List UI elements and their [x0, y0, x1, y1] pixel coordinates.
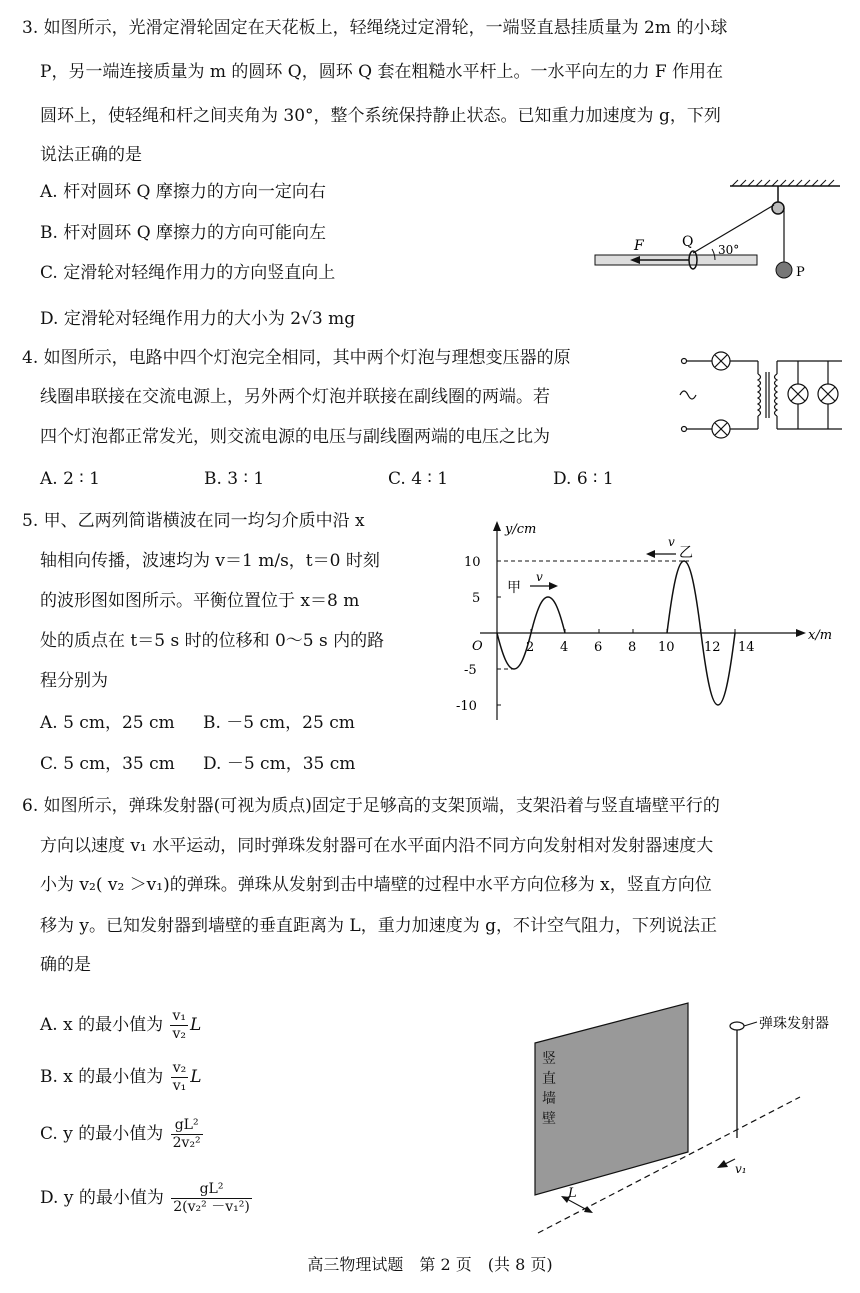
q4-option-a: A. 2 ∶ 1 — [40, 469, 100, 489]
q3-option-a: A. 杆对圆环 Q 摩擦力的方向一定向右 — [40, 182, 326, 202]
x-tick-10: 10 — [658, 640, 675, 655]
fraction — [171, 1117, 203, 1152]
bulb-icon — [712, 420, 730, 438]
launcher-label: 弹珠发射器 — [759, 1016, 829, 1032]
fraction-numerator: v₁ — [172, 1008, 187, 1024]
x-tick-4: 4 — [560, 640, 569, 655]
x-tick-14: 14 — [738, 640, 755, 655]
q6-option-d — [40, 1181, 254, 1216]
wave-jia-label: 甲 — [507, 580, 521, 596]
ac-source-icon — [680, 391, 696, 399]
q6-launcher-figure — [525, 995, 855, 1240]
bulb-icon — [818, 384, 838, 404]
distance-label: L — [568, 1186, 577, 1201]
q4-line-3: 四个灯泡都正常发光，则交流电源的电压与副线圈两端的电压之比为 — [40, 427, 550, 447]
q5-line-3: 的波形图如图所示。平衡位置位于 x＝8 m — [40, 591, 360, 611]
ball-label: P — [796, 265, 805, 280]
pulley-icon — [772, 202, 784, 214]
wall-label-char-4: 壁 — [542, 1111, 556, 1127]
q3-line-3: 圆环上，使轻绳和杆之间夹角为 30°，整个系统保持静止状态。已知重力加速度为 g，下列 — [40, 106, 721, 126]
q6-line-4: 移为 y。已知发射器到墙壁的垂直距离为 L，重力加速度为 g，不计空气阻力，下列说法正 — [40, 916, 717, 936]
x-axis-label: x/m — [808, 628, 833, 643]
launcher-icon — [730, 1022, 744, 1030]
y-tick-10: 10 — [464, 555, 481, 570]
q6-line-1: 6. 如图所示，弹珠发射器(可视为质点)固定于足够高的支架顶端，支架沿着与竖直墙壁平行的 — [22, 796, 720, 816]
q4-option-c: C. 4 ∶ 1 — [388, 469, 449, 489]
fraction-denominator: v₁ — [172, 1078, 187, 1094]
x-tick-2: 2 — [526, 640, 535, 655]
wall-label-char-2: 直 — [542, 1071, 556, 1087]
angle-label: 30° — [718, 243, 740, 257]
y-tick-neg10: -10 — [456, 699, 477, 714]
launcher-velocity-label: v₁ — [735, 1162, 747, 1176]
q6-option-c-prefix: C. y 的最小值为 — [40, 1124, 164, 1144]
q6-option-b — [40, 1060, 202, 1095]
fraction-denominator: 2(v₂² －v₁²) — [173, 1199, 250, 1215]
fraction-denominator: v₂ — [172, 1026, 187, 1042]
q6-option-b-prefix: B. x 的最小值为 — [40, 1067, 164, 1087]
q4-circuit-figure — [670, 342, 850, 454]
q5-wave-graph — [450, 515, 833, 725]
ring-label: Q — [682, 234, 694, 250]
q5-option-a: A. 5 cm，25 cm — [40, 713, 175, 733]
q4-option-b: B. 3 ∶ 1 — [204, 469, 265, 489]
wall-label-char-3: 墙 — [542, 1091, 556, 1107]
y-axis-label: y/cm — [505, 522, 537, 537]
fraction — [170, 1008, 188, 1043]
q3-option-c: C. 定滑轮对轻绳作用力的方向竖直向上 — [40, 263, 336, 283]
q6-option-b-suffix: L — [190, 1067, 202, 1087]
q4-option-d: D. 6 ∶ 1 — [553, 469, 614, 489]
jia-velocity-label: v — [536, 570, 543, 584]
wave-yi-label: 乙 — [679, 545, 693, 561]
q6-option-a-suffix: L — [190, 1015, 202, 1035]
q6-option-d-prefix: D. y 的最小值为 — [40, 1188, 164, 1208]
x-tick-6: 6 — [594, 640, 603, 655]
y-tick-neg5: -5 — [464, 663, 477, 678]
q3-option-b: B. 杆对圆环 Q 摩擦力的方向可能向左 — [40, 223, 327, 243]
bulb-icon — [712, 352, 730, 370]
page-footer: 高三物理试题 第 2 页 (共 8 页) — [307, 1255, 553, 1274]
q5-line-5: 程分别为 — [40, 671, 108, 691]
q6-line-5: 确的是 — [40, 955, 91, 975]
q4-line-1: 4. 如图所示，电路中四个灯泡完全相同，其中两个灯泡与理想变压器的原 — [22, 348, 571, 368]
q5-option-d: D. －5 cm，35 cm — [203, 754, 356, 774]
q6-line-3: 小为 v₂( v₂ ＞v₁)的弹珠。弹珠从发射到击中墙壁的过程中水平方向位移为 x，竖直方向位 — [40, 875, 712, 895]
ball-p-icon — [776, 262, 792, 278]
q3-line-2: P，另一端连接质量为 m 的圆环 Q，圆环 Q 套在粗糙水平杆上。一水平向左的力 F 作用在 — [40, 62, 724, 82]
fraction-numerator: gL² — [171, 1117, 203, 1135]
y-tick-5: 5 — [472, 591, 481, 606]
q6-option-a — [40, 1008, 201, 1043]
q3-line-4: 说法正确的是 — [40, 145, 142, 165]
x-tick-12: 12 — [704, 640, 721, 655]
q3-option-d: D. 定滑轮对轻绳作用力的大小为 2√3 mg — [40, 309, 356, 329]
yi-velocity-label: v — [668, 535, 675, 549]
x-tick-8: 8 — [628, 640, 637, 655]
wall-label-char-1: 竖 — [542, 1051, 556, 1067]
q4-line-2: 线圈串联接在交流电源上，另外两个灯泡并联接在副线圈的两端。若 — [40, 387, 550, 407]
q5-line-2: 轴相向传播，波速均为 v＝1 m/s，t＝0 时刻 — [40, 551, 380, 571]
origin-label: O — [472, 639, 483, 654]
fraction-numerator: gL² — [171, 1181, 252, 1199]
q6-line-2: 方向以速度 v₁ 水平运动，同时弹珠发射器可在水平面内沿不同方向发射相对发射器速度大 — [40, 836, 714, 856]
x-tick-labels — [526, 640, 755, 655]
q6-option-a-prefix: A. x 的最小值为 — [40, 1015, 164, 1035]
vertical-wall — [535, 1003, 688, 1195]
bulb-icon — [788, 384, 808, 404]
q3-pulley-figure — [590, 178, 845, 288]
q5-line-4: 处的质点在 t＝5 s 时的位移和 0～5 s 内的路 — [40, 631, 385, 651]
fraction — [171, 1181, 252, 1216]
force-label: F — [634, 238, 644, 254]
q6-option-c — [40, 1117, 205, 1152]
fraction — [171, 1060, 189, 1095]
fraction-numerator: v₂ — [172, 1060, 187, 1076]
q3-line-1: 3. 如图所示，光滑定滑轮固定在天花板上，轻绳绕过定滑轮，一端竖直悬挂质量为 2m 的小球 — [22, 18, 728, 38]
fraction-denominator: 2v₂² — [172, 1135, 201, 1151]
q5-option-b: B. －5 cm，25 cm — [203, 713, 355, 733]
q5-line-1: 5. 甲、乙两列简谐横波在同一均匀介质中沿 x — [22, 511, 365, 531]
q5-option-c: C. 5 cm，35 cm — [40, 754, 175, 774]
